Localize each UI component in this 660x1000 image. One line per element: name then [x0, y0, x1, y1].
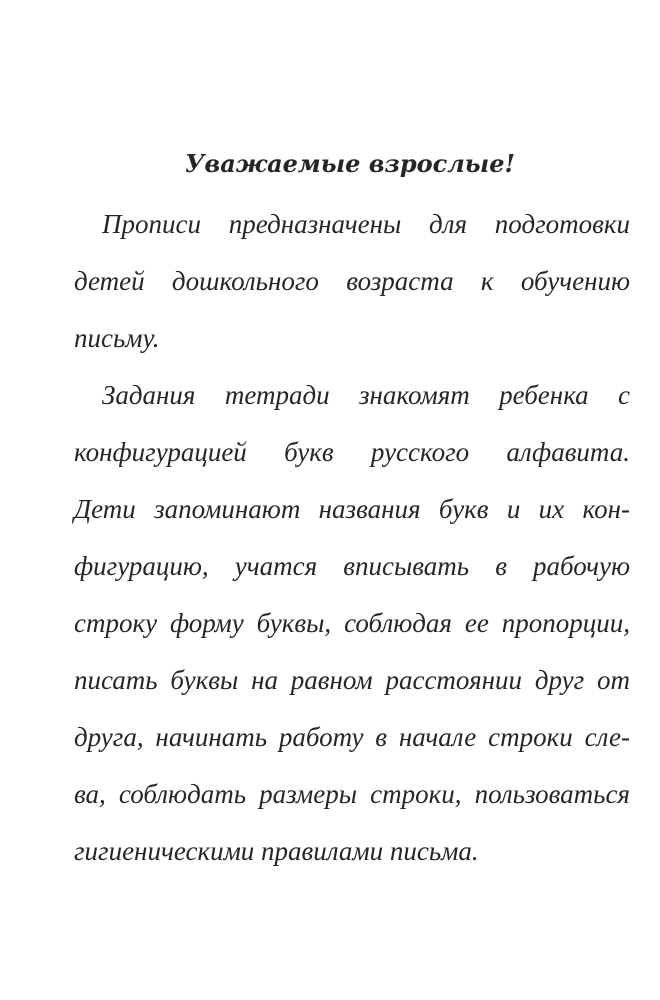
paragraph-1-line-2: детей дошкольного возраста к обучению	[74, 266, 630, 296]
paragraph-2-line-5: строку форму буквы, соблюдая ее пропорции,	[74, 608, 630, 638]
paragraph-2-line-9: гигиеническими правилами письма.	[74, 836, 479, 866]
paragraph-2-line-2: конфигурацией букв русского алфавита.	[74, 437, 630, 467]
paragraph-2-line-7: друга, начинать работу в начале строки сле-	[74, 722, 630, 752]
paragraph-2-line-6: писать буквы на равном расстоянии друг от	[74, 665, 630, 695]
paragraph-2-line-1: Задания тетради знакомят ребенка с	[102, 380, 630, 410]
paragraph-1-line-3: письму.	[74, 323, 160, 353]
paragraph-2-line-8: ва, соблюдать размеры строки, пользоваться	[74, 779, 630, 809]
page-heading: Уважаемые взрослые!	[184, 149, 516, 178]
paragraph-2-line-4: фигурацию, учатся вписывать в рабочую	[74, 551, 630, 581]
paragraph-1-line-1: Прописи предназначены для подготовки	[102, 209, 630, 239]
paragraph-2-line-3: Дети запоминают названия букв и их кон-	[74, 494, 630, 524]
